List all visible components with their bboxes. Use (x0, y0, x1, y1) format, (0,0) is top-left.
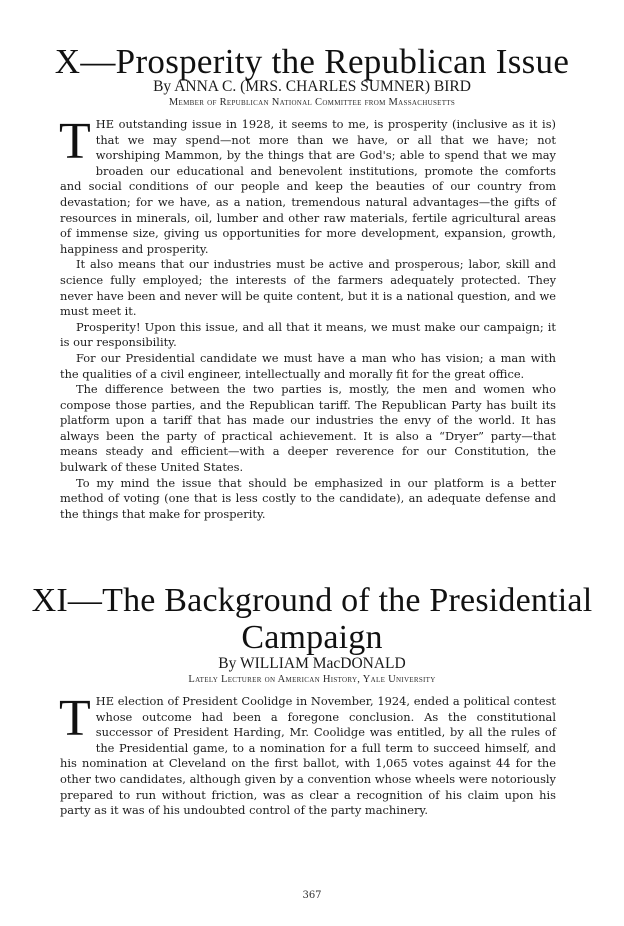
article2-byline: By WILLIAM MacDONALD (218, 655, 406, 672)
article2-title-line1: XI—The Background of the Presidential (31, 582, 593, 619)
article1-body (59, 113, 556, 522)
article2-paragraph-1 (59, 690, 556, 819)
article1-affiliation: Member of Republican National Committee from Massachusetts (168, 97, 456, 108)
article1-paragraph-6: To my mind the issue that should be emphasized in our platform is a better method of voting (one that is less costly to the candidate), an adequate defense and the things that make for prosperity. (60, 475, 556, 521)
page-number: 367 (302, 890, 322, 901)
article2-body (59, 690, 556, 819)
article1-title: X—Prosperity the Republican Issue (54, 42, 570, 81)
article2-dropcap: T (59, 690, 91, 747)
article1-dropcap: T (59, 113, 91, 170)
article1-paragraph-1 (59, 113, 556, 257)
article2-title-line2: Campaign (241, 619, 383, 656)
article1-paragraph-1-text: HE outstanding issue in 1928, it seems to me, is prosperity (inclusive as it is) that we may spend—not more than we have, or all that we have; not worshiping Mammon, by the things that are God's; able to spend that we may broaden our educational and benevolent institutions, promote the comforts and social conditions of our people and keep the beauties of our country from devastation; for we have, as a nation, tremendous natural advantages—the gifts of resources in minerals, oil, lumber and other raw materials, fertile agricultural areas of immense size, giving us opportunities for more development, expansion, growth, happiness and prosperity. (60, 117, 556, 256)
article1-paragraph-5: The difference between the two parties is, mostly, the men and women who compose those parties, and the Republican tariff. The Republican Party has built its platform upon a tariff that has made our industries the envy of the world. It has always been the party of practical achievement. It is also a “Dryer” party—that means steady and efficient—with a deeper reverence for our Constitution, the bulwark of these United States. (60, 382, 556, 475)
article1-paragraph-2: It also means that our industries must be active and prosperous; labor, skill and science fully employed; the interests of the farmers adequately protected. They never have been and never will be quite content, but it is a national question, and we must meet it. (60, 257, 556, 319)
article2-affiliation: Lately Lecturer on American History, Yale University (188, 674, 436, 685)
article1-paragraph-3: Prosperity! Upon this issue, and all that it means, we must make our campaign; it is our responsibility. (60, 319, 556, 350)
article2-paragraph-1-text: HE election of President Coolidge in November, 1924, ended a political contest whose outcome had been a foregone conclusion. As the constitutional successor of President Harding, Mr. Coolidge was entitled, by all the rules of the Presidential game, to a nomination for a full term to succeed himself, and his nomination at Cleveland on the first ballot, with 1,065 votes against 44 for the other two candidates, although given by a convention whose wheels were notoriously prepared to run without friction, was as clear a recognition of his claim upon his party as it was of his undoubted control of the party machinery. (60, 694, 556, 818)
article1-byline: By ANNA C. (MRS. CHARLES SUMNER) BIRD (153, 78, 471, 95)
article1-paragraph-4: For our Presidential candidate we must have a man who has vision; a man with the qualities of a civil engineer, intellectually and morally fit for the great office. (60, 350, 556, 381)
